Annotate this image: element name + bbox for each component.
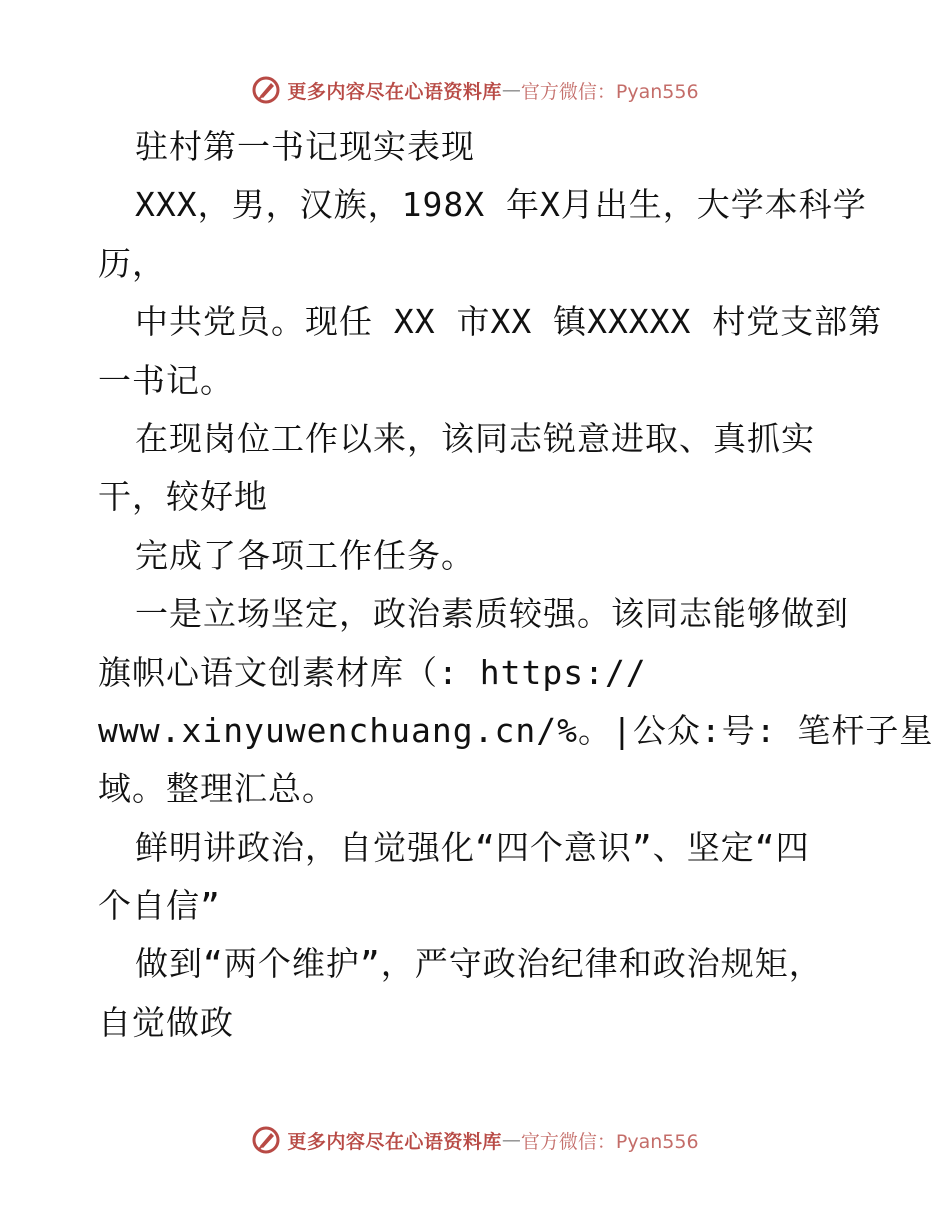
document-line: 驻村第一书记现实表现	[135, 127, 475, 166]
document-line: 在现岗位工作以来，该同志锐意进取、真抓实	[135, 418, 815, 458]
footer-wechat-text: 官方微信：Pyan556	[520, 1130, 699, 1153]
footer-banner	[0, 1120, 950, 1160]
document-line: 鲜明讲政治，自觉强化“四个意识”、坚定“四	[135, 827, 810, 867]
footer-separator: —	[501, 1129, 521, 1151]
footer-site-text: 更多内容尽在心语资料库	[287, 1130, 502, 1153]
document-line: XXX，男，汉族，198X 年X月出生，大学本科学	[135, 185, 867, 225]
document-line: 历，	[98, 243, 166, 283]
document-line: 旗帜心语文创素材库（: https://	[98, 652, 647, 692]
header-banner	[0, 70, 950, 110]
header-wechat-text: 官方微信：Pyan556	[520, 80, 699, 103]
quill-logo-icon	[251, 1125, 281, 1155]
document-line: 一书记。	[98, 360, 234, 400]
document-line: 一是立场坚定，政治素质较强。该同志能够做到	[135, 594, 849, 634]
document-line: 个自信”	[98, 886, 221, 926]
header-separator: —	[501, 79, 521, 101]
document-line: 做到“两个维护”，严守政治纪律和政治规矩，	[135, 944, 823, 984]
document-line: 完成了各项工作任务。	[135, 535, 475, 575]
document-line: 中共党员。现任 XX 市XX 镇XXXXX 村党支部第	[135, 302, 883, 342]
header-site-text: 更多内容尽在心语资料库	[287, 80, 502, 103]
document-body	[98, 118, 934, 1052]
quill-logo-icon	[251, 75, 281, 105]
document-line: 域。整理汇总。	[98, 769, 336, 809]
document-line: 自觉做政	[98, 1002, 234, 1042]
document-line: 干，较好地	[98, 477, 268, 517]
document-line: www.xinyuwenchuang.cn/%。|公众:号: 笔杆子星	[98, 710, 934, 750]
